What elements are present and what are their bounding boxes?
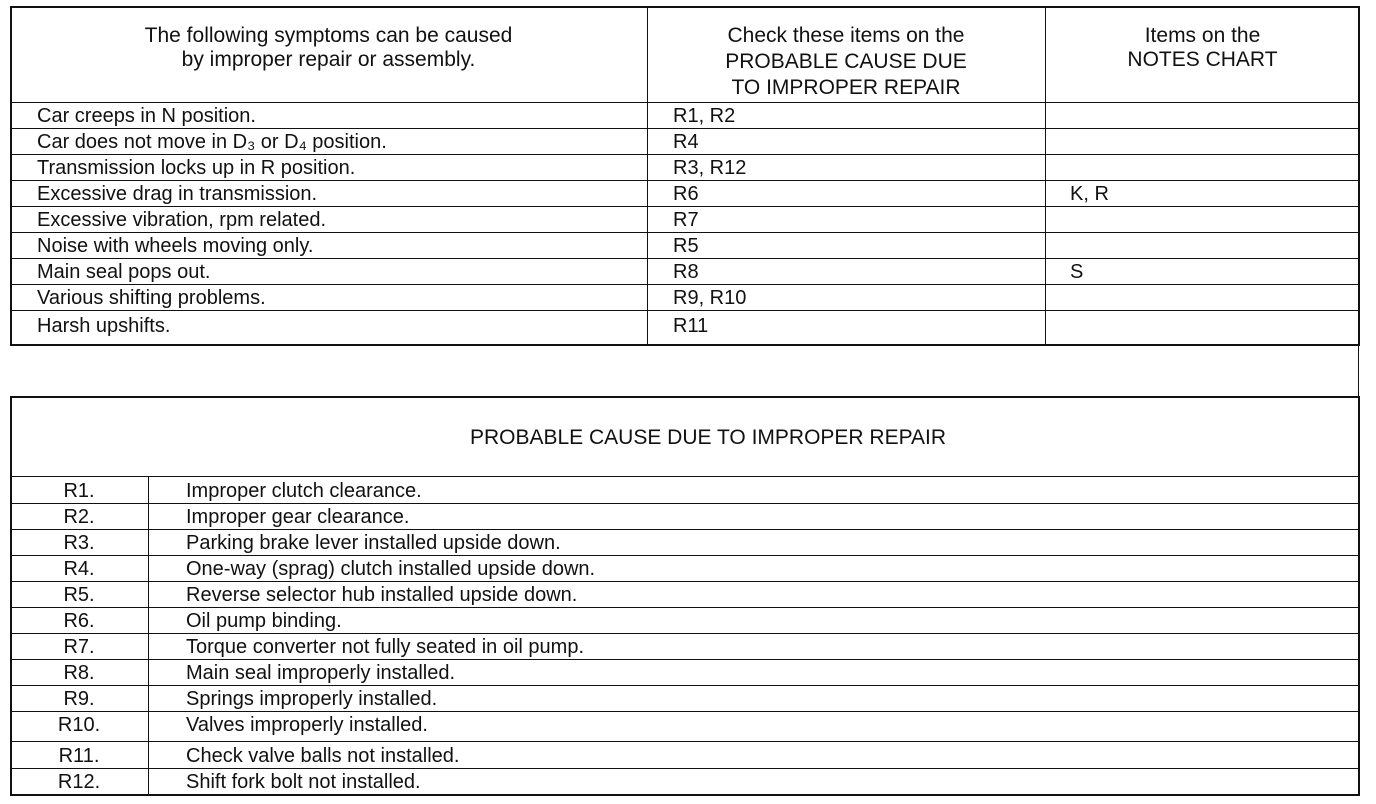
cause-text: Improper clutch clearance. <box>186 480 422 502</box>
cause-code: R9. <box>63 688 95 710</box>
row-divider <box>10 232 1360 233</box>
cause-code: R8. <box>63 662 95 684</box>
row-divider <box>10 659 1360 660</box>
row-divider <box>10 685 1360 686</box>
symptom-cell: Noise with wheels moving only. <box>37 235 314 257</box>
cause-text: Main seal improperly installed. <box>186 662 456 684</box>
cause-code: R11. <box>58 745 100 767</box>
cause-code: R6. <box>63 610 95 632</box>
symptoms-header-line-1: The following symptoms can be caused <box>144 24 513 47</box>
page-edge-line <box>1358 346 1359 396</box>
row-divider <box>10 768 1360 769</box>
check-header-line-2: PROBABLE CAUSE DUE <box>725 50 967 73</box>
cause-text: Shift fork bolt not installed. <box>186 771 421 793</box>
symptom-cell: Excessive drag in transmission. <box>37 183 318 205</box>
cause-text: Improper gear clearance. <box>186 506 410 528</box>
notes-header-line-2: NOTES CHART <box>1127 48 1278 71</box>
title-divider <box>10 476 1360 477</box>
cause-text: Check valve balls not installed. <box>186 745 460 767</box>
cause-text: Parking brake lever installed upside down. <box>186 532 561 554</box>
probable-cause-title: PROBABLE CAUSE DUE TO IMPROPER REPAIR <box>469 426 947 449</box>
cause-code: R2. <box>63 506 95 528</box>
check-cell: R4 <box>673 131 699 153</box>
row-divider <box>10 711 1360 712</box>
code-column-divider <box>148 476 149 796</box>
symptoms-header-line-2: by improper repair or assembly. <box>181 48 476 71</box>
cause-text: Reverse selector hub installed upside down. <box>186 584 578 606</box>
check-cell: R1, R2 <box>673 105 736 127</box>
notes-cell: K, R <box>1070 183 1109 205</box>
check-header-line-3: TO IMPROPER REPAIR <box>731 76 961 99</box>
row-divider <box>10 206 1360 207</box>
cause-code: R4. <box>63 558 95 580</box>
cause-code: R7. <box>63 636 95 658</box>
check-cell: R9, R10 <box>673 287 747 309</box>
row-divider <box>10 310 1360 311</box>
check-header-line-1: Check these items on the <box>727 24 965 47</box>
symptom-cell: Various shifting problems. <box>37 287 266 309</box>
symptom-cell: Excessive vibration, rpm related. <box>37 209 327 231</box>
header-divider <box>10 102 1360 103</box>
notes-header-line-1: Items on the <box>1144 24 1261 47</box>
cause-text: Springs improperly installed. <box>186 688 438 710</box>
row-divider <box>10 607 1360 608</box>
row-divider <box>10 154 1360 155</box>
cause-text: Torque converter not fully seated in oil pump. <box>186 636 584 658</box>
row-divider <box>10 633 1360 634</box>
row-divider <box>10 128 1360 129</box>
symptom-cell: Car does not move in D₃ or D₄ position. <box>37 131 387 153</box>
cause-code: R12. <box>57 771 101 793</box>
cause-text: One-way (sprag) clutch installed upside down. <box>186 558 596 580</box>
row-divider <box>10 529 1360 530</box>
symptom-cell: Transmission locks up in R position. <box>37 157 356 179</box>
check-cell: R8 <box>673 261 699 283</box>
symptom-cell: Harsh upshifts. <box>37 315 171 337</box>
check-cell: R6 <box>673 183 699 205</box>
symptom-cell: Main seal pops out. <box>37 261 211 283</box>
check-cell: R7 <box>673 209 699 231</box>
check-cell: R3, R12 <box>673 157 747 179</box>
row-divider <box>10 284 1360 285</box>
check-cell: R11 <box>673 315 709 337</box>
cause-code: R3. <box>63 532 95 554</box>
notes-cell: S <box>1070 261 1084 283</box>
cause-code: R10. <box>57 714 101 736</box>
cause-code: R5. <box>63 584 95 606</box>
row-divider <box>10 258 1360 259</box>
symptom-cell: Car creeps in N position. <box>37 105 256 127</box>
check-cell: R5 <box>673 235 699 257</box>
row-divider <box>10 581 1360 582</box>
row-divider <box>10 555 1360 556</box>
row-divider <box>10 741 1360 742</box>
cause-code: R1. <box>63 480 95 502</box>
row-divider <box>10 503 1360 504</box>
cause-text: Oil pump binding. <box>186 610 342 632</box>
row-divider <box>10 180 1360 181</box>
cause-text: Valves improperly installed. <box>186 714 428 736</box>
